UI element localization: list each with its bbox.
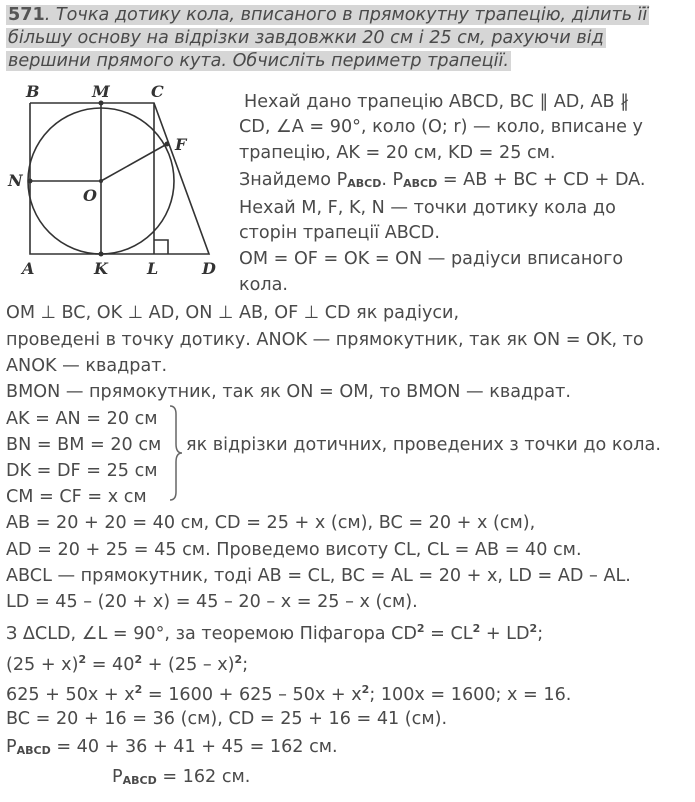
body-line-3: ANOK — квадрат.	[6, 356, 168, 376]
problem-line-3: вершини прямого кута. Обчисліть периметр трапеції.	[8, 51, 510, 71]
body-line-10: AD = 20 + 25 = 45 см. Проведемо висоту CL, CL = AB = 40 см.	[6, 540, 582, 560]
point-n	[28, 179, 33, 184]
label-b: B	[26, 82, 40, 101]
body-line-4: BMON — прямокутник, так як ON = OM, то BMON — квадрат.	[6, 382, 571, 402]
body-line-11: ABCL — прямокутник, тоді AB = CL, BC = AL = 20 + x, LD = AD – AL.	[6, 566, 631, 586]
label-a: A	[22, 259, 35, 278]
label-n: N	[8, 171, 23, 190]
body-line-7: DK = DF = 25 см	[6, 461, 158, 481]
answer-line: $P_{ABCD} = 162$ см.	[112, 767, 251, 787]
body-line-8: CM = CF = x см	[6, 487, 147, 507]
label-d: D	[202, 259, 216, 278]
label-c: C	[151, 82, 164, 101]
given-line-1: Нехай дано трапецію ABCD, BC ∥ AD, AB ∦	[244, 92, 629, 112]
right-line-6: сторін трапеції ABCD.	[239, 223, 440, 243]
trapezoid-outline	[30, 103, 209, 254]
point-o	[99, 179, 103, 183]
label-f: F	[175, 135, 187, 154]
label-l: L	[147, 259, 159, 278]
body-line-9: AB = 20 + 20 = 40 см, CD = 25 + x (см), BC = 20 + x (см),	[6, 513, 536, 533]
right-line-5: Нехай M, F, K, N — точки дотику кола до	[239, 198, 616, 218]
body-line-2: проведені в точку дотику. ANOK — прямокутник, так як ON = OK, то	[6, 330, 644, 350]
body-line-14: $(25 + x)^2 = 40^2 + (25 - x)^2$;	[6, 653, 249, 675]
curly-brace	[168, 404, 184, 502]
problem-line-1: 571. Точка дотику кола, вписаного в прямокутну трапецію, ділить її	[8, 5, 648, 25]
label-o: O	[83, 186, 97, 205]
brace-explanation: як відрізки дотичних, проведених з точки до кола.	[186, 435, 661, 455]
body-line-12: LD = 45 – (20 + x) = 45 – 20 – x = 25 – x (см).	[6, 592, 418, 612]
problem-line-2: більшу основу на відрізки завдовжки 20 см і 25 см, рахуючи від	[8, 28, 604, 48]
point-k	[99, 252, 104, 257]
trapezoid-figure	[4, 80, 234, 280]
segment-of	[101, 144, 167, 181]
right-line-8: кола.	[239, 275, 289, 295]
body-line-15: $625 + 50x + x^2 = 1600 + 625 - 50x + x^2$; 100x = 1600; x = 16.	[6, 683, 572, 705]
given-line-3: трапецію, AK = 20 см, KD = 25 см.	[239, 143, 556, 163]
body-line-16: BC = 20 + 16 = 36 (см), CD = 25 + 16 = 41 (см).	[6, 709, 448, 729]
body-line-6: BN = BM = 20 см	[6, 435, 162, 455]
right-line-7: OM = OF = OK = ON — радіуси вписаного	[239, 249, 624, 269]
problem-number: 571	[8, 5, 45, 25]
find-line: Знайдемо $P_{ABCD}$. $P_{ABCD}$ = AB + BC + CD + DA.	[239, 170, 646, 190]
point-m	[99, 101, 104, 106]
body-line-17: $P_{ABCD} = 40 + 36 + 41 + 45 = 162$ см.	[6, 737, 338, 757]
body-line-5: AK = AN = 20 см	[6, 409, 158, 429]
given-line-2: CD, ∠A = 90°, коло (O; r) — коло, вписане у	[239, 117, 643, 137]
body-line-1: OM ⊥ BC, OK ⊥ AD, ON ⊥ AB, OF ⊥ CD як радіуси,	[6, 303, 460, 323]
problem-statement	[6, 4, 690, 73]
label-k: K	[94, 259, 108, 278]
right-angle-mark	[154, 240, 168, 254]
body-line-13: З ΔCLD, ∠L = 90°, за теоремою Піфагора $CD^2 = CL^2 + LD^2$;	[6, 622, 544, 644]
point-f	[165, 142, 170, 147]
label-m: M	[92, 82, 110, 101]
